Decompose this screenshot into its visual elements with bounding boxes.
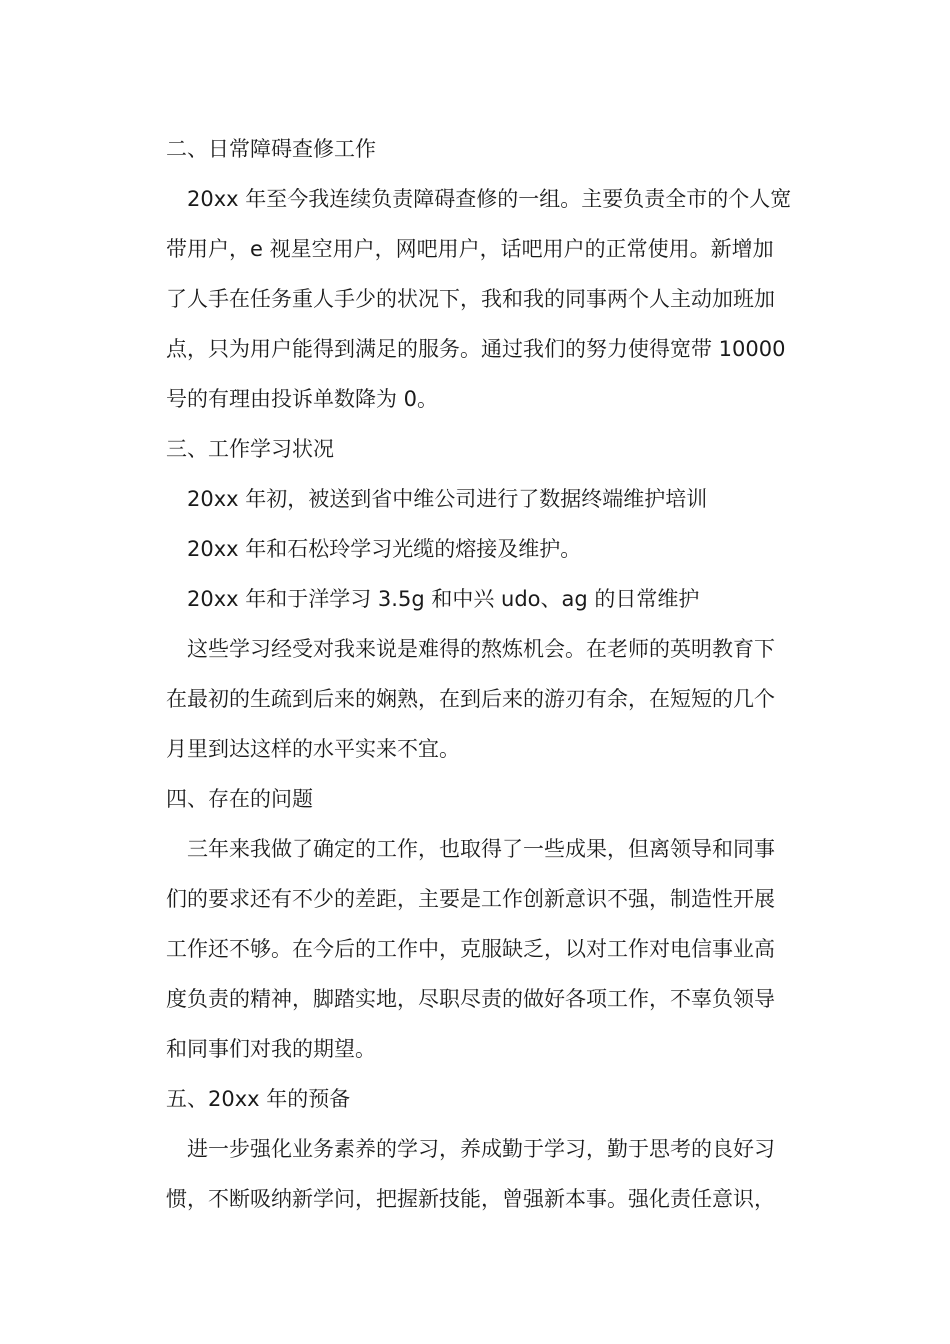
text-line: 了人手在任务重人手少的状况下，我和我的同事两个人主动加班加 [166, 287, 775, 311]
section-heading-2: 二、日常障碍查修工作 [166, 137, 376, 161]
text-line: 工作还不够。在今后的工作中，克服缺乏，以对工作对电信事业高 [166, 937, 775, 961]
paragraph-plans [145, 1124, 810, 1224]
paragraph-problems [145, 824, 810, 1074]
section-heading-4: 四、存在的问题 [166, 787, 313, 811]
paragraph-fault-repair [145, 174, 810, 424]
text-line: 在最初的生疏到后来的娴熟，在到后来的游刃有余，在短短的几个 [166, 687, 775, 711]
text-line: 三年来我做了确定的工作，也取得了一些成果，但离领导和同事 [187, 837, 775, 861]
paragraph-training-3 [145, 574, 810, 624]
document-body [145, 124, 810, 1224]
text-line: 度负责的精神，脚踏实地，尽职尽责的做好各项工作，不辜负领导 [166, 987, 775, 1011]
section-heading-3: 三、工作学习状况 [166, 437, 334, 461]
text-line: 点，只为用户能得到满足的服务。通过我们的努力使得宽带 10000 [166, 337, 786, 361]
text-line: 20xx 年初，被送到省中维公司进行了数据终端维护培训 [187, 487, 708, 511]
text-line: 惯，不断吸纳新学问，把握新技能，曾强新本事。强化责任意识， [166, 1187, 775, 1211]
text-line: 20xx 年和石松玲学习光缆的熔接及维护。 [187, 537, 582, 561]
text-line: 带用户，e 视星空用户，网吧用户，话吧用户的正常使用。新增加 [166, 237, 774, 261]
text-line: 月里到达这样的水平实来不宜。 [166, 737, 460, 761]
paragraph-learning-summary [145, 624, 810, 774]
text-line: 号的有理由投诉单数降为 0。 [166, 387, 439, 411]
text-line: 20xx 年至今我连续负责障碍查修的一组。主要负责全市的个人宽 [187, 187, 792, 211]
paragraph-training-1 [145, 474, 810, 524]
text-line: 们的要求还有不少的差距，主要是工作创新意识不强，制造性开展 [166, 887, 775, 911]
text-line: 和同事们对我的期望。 [166, 1037, 376, 1061]
text-line: 进一步强化业务素养的学习，养成勤于学习，勤于思考的良好习 [187, 1137, 775, 1161]
section-heading-5: 五、20xx 年的预备 [166, 1087, 351, 1111]
paragraph-training-2 [145, 524, 810, 574]
text-line: 这些学习经受对我来说是难得的熬炼机会。在老师的英明教育下 [187, 637, 775, 661]
text-line: 20xx 年和于洋学习 3.5g 和中兴 udo、ag 的日常维护 [187, 587, 700, 611]
